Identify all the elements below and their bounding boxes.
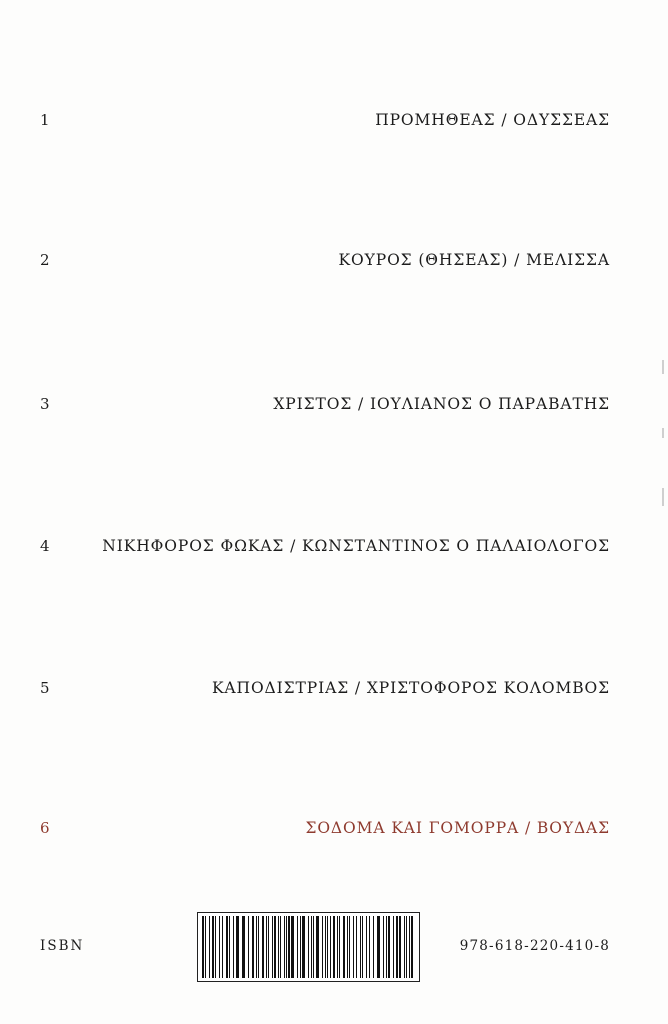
isbn-label: ISBN: [40, 938, 85, 954]
barcode-bar: [313, 916, 314, 978]
barcode-bar: [229, 916, 230, 978]
barcode-bar: [337, 916, 338, 978]
barcode-bar: [339, 916, 340, 978]
barcode-bar: [373, 916, 374, 978]
barcode-bar: [212, 916, 214, 978]
barcode-bar: [226, 916, 228, 978]
barcode-bar: [409, 916, 410, 978]
barcode-bar: [393, 916, 394, 978]
barcode-bar: [377, 916, 380, 978]
isbn-number: 978-618-220-410-8: [459, 938, 610, 954]
barcode-bar: [327, 916, 328, 978]
volume-row-5: [40, 676, 610, 700]
volume-row-2: [40, 248, 610, 272]
barcode-bar: [302, 916, 305, 978]
volume-row-6-highlighted: [40, 816, 610, 840]
barcode-bar: [399, 916, 401, 978]
barcode-bar: [242, 916, 245, 978]
barcode-bar: [406, 916, 407, 978]
barcode-bar: [284, 916, 285, 978]
barcode-bar: [262, 916, 264, 978]
volume-number: 4: [40, 537, 50, 555]
barcode-bar: [347, 916, 348, 978]
barcode-bar: [333, 916, 335, 978]
barcode-bar: [325, 916, 326, 978]
barcode-bar: [280, 916, 281, 978]
barcode-bar: [300, 916, 301, 978]
barcode-bar: [297, 916, 298, 978]
barcode-bar: [202, 916, 204, 978]
volume-title: ΚΟΥΡΟΣ (ΘΗΣΕΑΣ) / ΜΕΛΙΣΣΑ: [338, 251, 610, 269]
barcode-bar: [266, 916, 267, 978]
barcode-bar: [322, 916, 323, 978]
barcode-bar: [219, 916, 220, 978]
barcode-bar: [258, 916, 259, 978]
barcode-bar: [272, 916, 273, 978]
barcode-bar: [252, 916, 254, 978]
barcode-graphic: [201, 916, 416, 978]
volume-title: ΣΟΔΟΜΑ ΚΑΙ ΓΟΜΟΡΡΑ / ΒΟΥΔΑΣ: [305, 819, 610, 837]
volume-number: 3: [40, 395, 50, 413]
volume-title: ΧΡΙΣΤΟΣ / ΙΟΥΛΙΑΝΟΣ Ο ΠΑΡΑΒΑΤΗΣ: [273, 395, 610, 413]
paper-edge-mark: [662, 488, 664, 506]
volume-number: 1: [40, 111, 50, 129]
barcode-bar: [353, 916, 354, 978]
barcode-bar: [286, 916, 287, 978]
barcode-bar: [256, 916, 257, 978]
barcode-bar: [404, 916, 405, 978]
barcode-bar: [278, 916, 279, 978]
volume-row-4: [40, 534, 610, 558]
barcode-bar: [360, 916, 361, 978]
barcode-bar: [383, 916, 384, 978]
volume-row-3: [40, 392, 610, 416]
volume-title: ΚΑΠΟΔΙΣΤΡΙΑΣ / ΧΡΙΣΤΟΦΟΡΟΣ ΚΟΛΟΜΒΟΣ: [211, 679, 610, 697]
barcode-bar: [386, 916, 387, 978]
volume-number: 6: [40, 819, 50, 837]
barcode-bar: [205, 916, 206, 978]
volume-title: ΝΙΚΗΦΟΡΟΣ ΦΩΚΑΣ / ΚΩΝΣΤΑΝΤΙΝΟΣ Ο ΠΑΛΑΙΟΛΟΓΟΣ: [102, 537, 610, 555]
barcode-bar: [366, 916, 367, 978]
barcode-bar: [268, 916, 269, 978]
barcode-bar: [388, 916, 390, 978]
barcode-bar: [236, 916, 239, 978]
barcode-bar: [369, 916, 370, 978]
barcode-bar: [343, 916, 345, 978]
paper-edge-mark: [662, 428, 664, 438]
barcode-bar: [233, 916, 234, 978]
volume-number: 5: [40, 679, 50, 697]
barcode-bar: [308, 916, 309, 978]
barcode-bar: [396, 916, 398, 978]
barcode-bar: [316, 916, 319, 978]
barcode: [197, 912, 420, 982]
barcode-bar: [288, 916, 290, 978]
volume-title: ΠΡΟΜΗΘΕΑΣ / ΟΔΥΣΣΕΑΣ: [375, 111, 610, 129]
volume-row-1: [40, 108, 610, 132]
barcode-bar: [209, 916, 210, 978]
barcode-bar: [215, 916, 216, 978]
barcode-bar: [330, 916, 331, 978]
barcode-bar: [356, 916, 357, 978]
barcode-bar: [248, 916, 249, 978]
barcode-bar: [274, 916, 276, 978]
barcode-bar: [291, 916, 294, 978]
volume-number: 2: [40, 251, 50, 269]
paper-edge-mark: [662, 360, 664, 374]
barcode-bar: [349, 916, 350, 978]
barcode-bar: [411, 916, 413, 978]
barcode-bar: [362, 916, 363, 978]
barcode-bar: [311, 916, 312, 978]
barcode-bar: [222, 916, 223, 978]
